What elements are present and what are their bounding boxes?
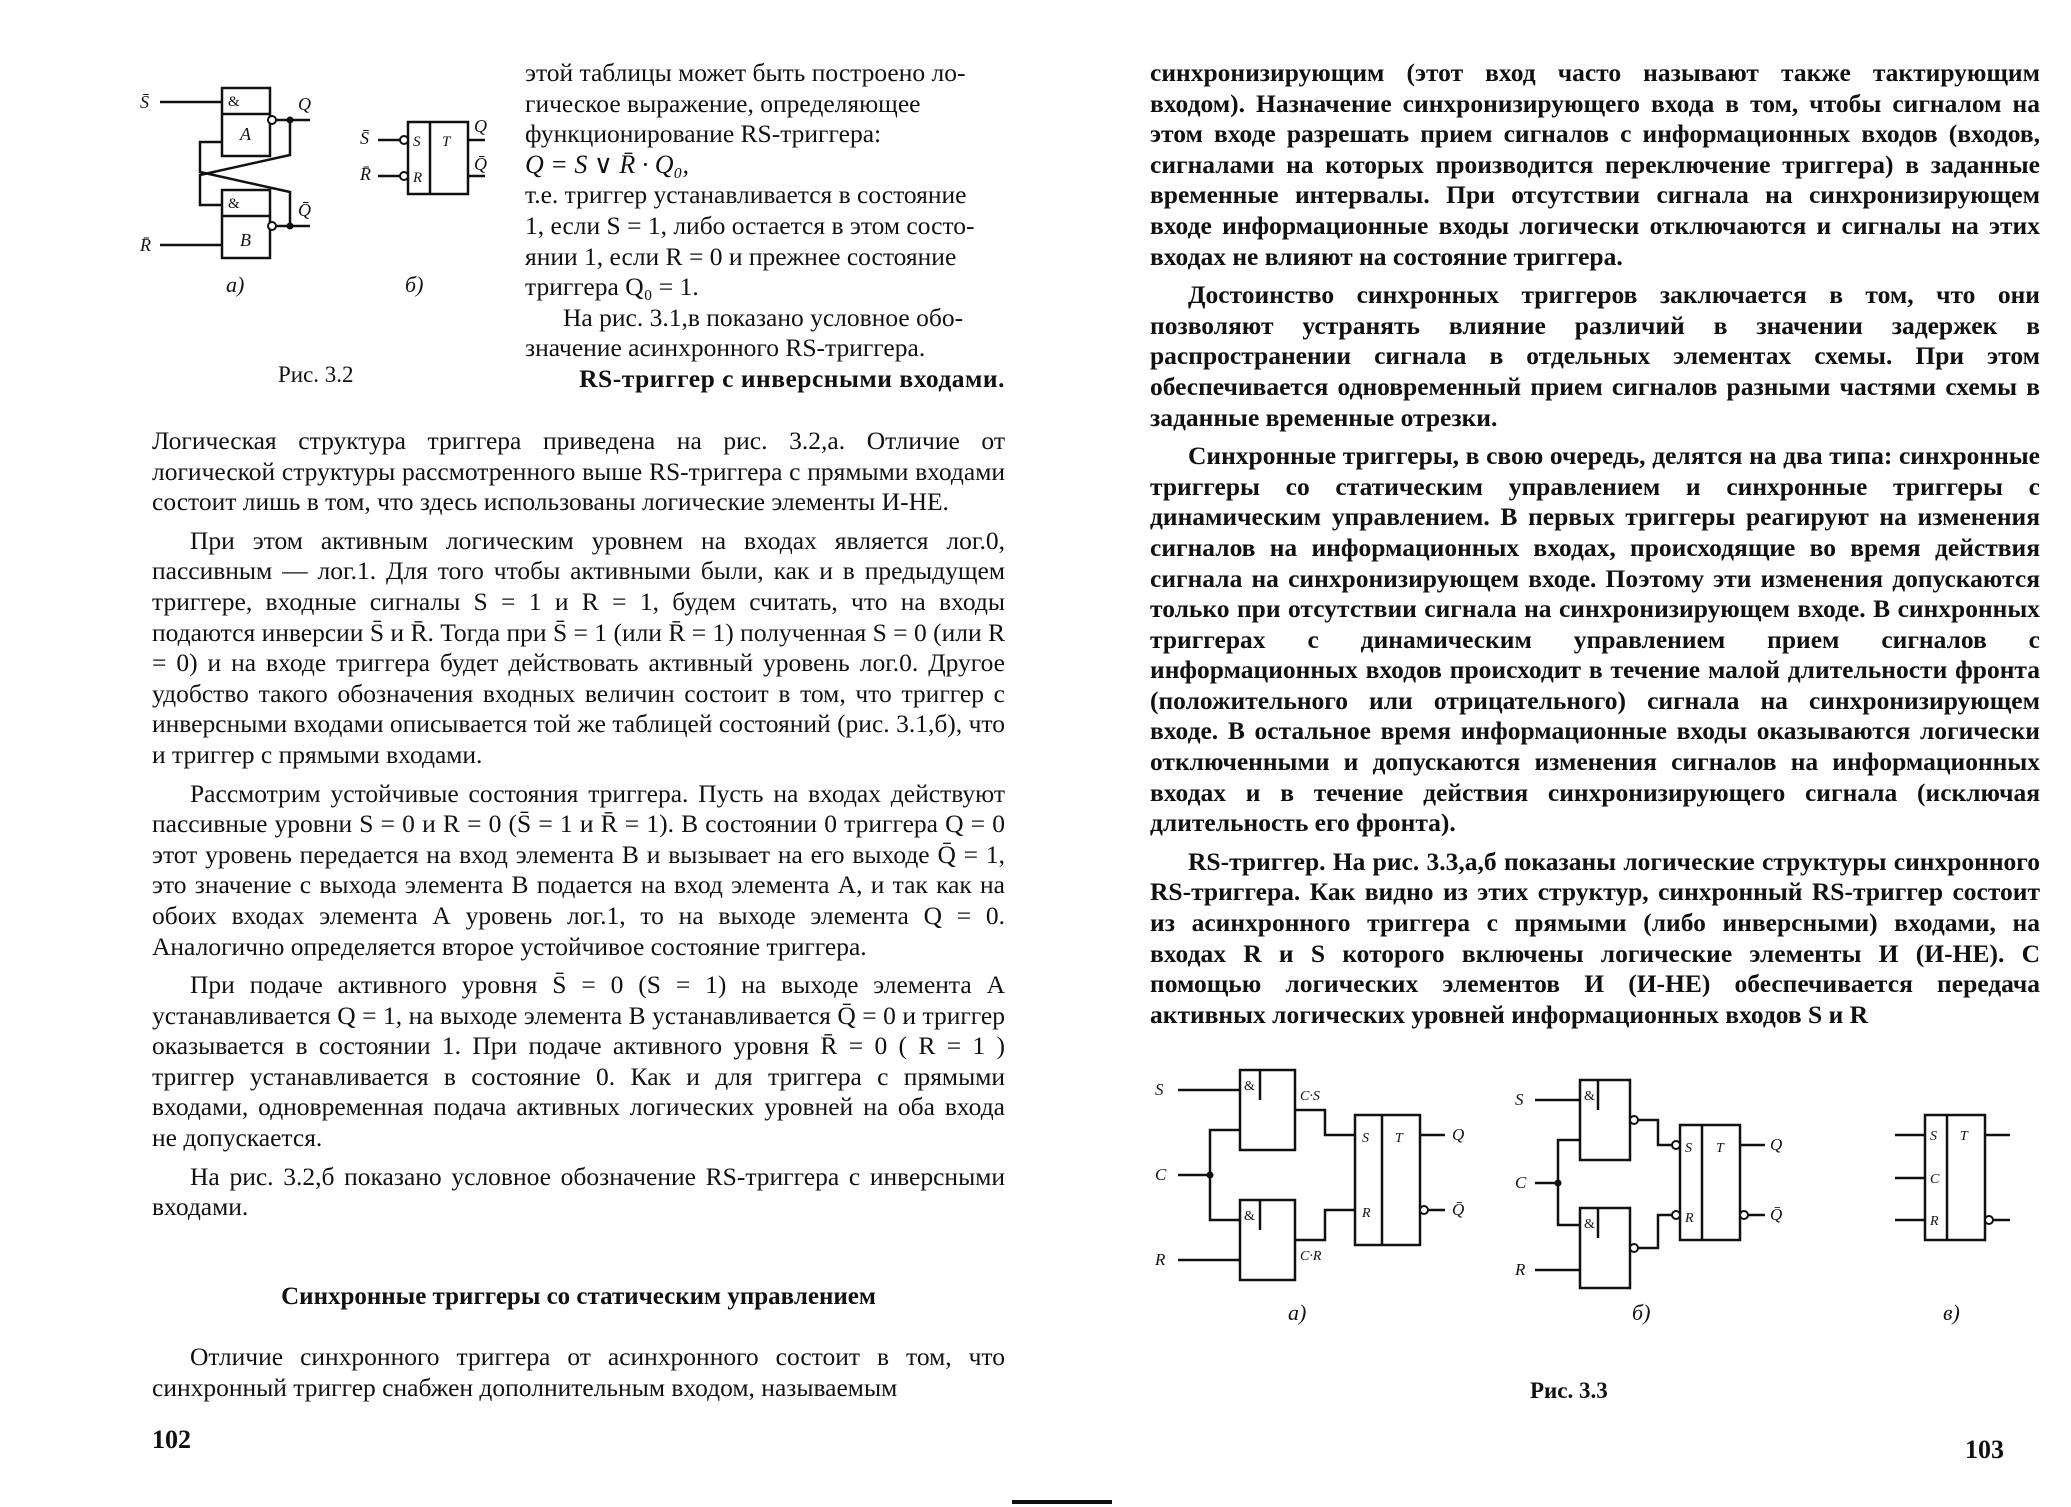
paragraph: Синхронные триггеры, в свою очередь, делятся на два типа: синхронные триггеры со статическим управлением и синхронные триггеры с динамическим управлением. В первых триггеры реагируют на изменения сигналов на информационных входах, происходящие во время действия сигнала на синхронизирующем входе. Поэтому эти изменения допускаются только при отсутствии сигнала на синхронизирующем входе. В синхронных триггерах с динамическим управлением прием сигналов с информационных входов происходит в течение малой длительности фронта (положительного или отрицательного) сигнала на синхронизирующем входе. В остальное время информационные входы оказываются логически отключенными и допускаются изменения сигналов на информационных входах и в течение действия синхронизирующего сигнала (исключая длительность его фронта). [1150, 441, 2040, 838]
label-b-t: T [442, 134, 451, 150]
fig33a-tr: R [1362, 1206, 1371, 1221]
fig33v-t: T [1960, 1129, 1968, 1144]
label-q-bar: Q̄ [298, 200, 311, 220]
paragraph: При подаче активного уровня S̄ = 0 (S = 1) на выходе элемента А устанавливается Q = 1, на выходе элемента В устанавливается Q̄ = 0 и триггер оказывается в состоянии 1. При подаче активного уровня R̄ = 0 ( R = 1 ) триггер устанавливается в состояние 0. Как и для триггера с прямыми входами, одновременная подача активных логических уровней на оба входа не допускается. [152, 970, 1005, 1153]
fig33-caption: Рис. 3.3 [1530, 1378, 1608, 1403]
fig33v-c: C [1930, 1172, 1940, 1187]
text-line: янии 1, если R = 0 и прежнее состояние [525, 241, 957, 271]
paragraph: На рис. 3.2,б показано условное обозначение RS-триггера с инверсными входами. [152, 1161, 1005, 1222]
fig33b-s: S [1515, 1090, 1524, 1109]
fig33a-ts: S [1362, 1131, 1369, 1146]
fig33v-r: R [1930, 1214, 1939, 1229]
text-line: значение асинхронного RS-триггера. [525, 333, 926, 363]
fig33a-tt: T [1395, 1131, 1403, 1146]
text-line: т.е. триггер устанавливается в состояние [525, 180, 967, 210]
fig33b-q: Q [1770, 1135, 1783, 1154]
fig32-caption: Рис. 3.2 [278, 362, 354, 387]
label-r-bar: R̄ [140, 235, 151, 255]
fig33a-s: S [1155, 1080, 1164, 1099]
label-and-b: & [228, 196, 240, 212]
fig33b-c: C [1515, 1173, 1527, 1192]
page-number-right: 103 [1965, 1435, 2004, 1464]
paragraph: Рассмотрим устойчивые состояния триггера. Пусть на входах действуют пассивные уровни S = 0 и R = 0 (S̄ = 1 и R̄ = 1). В состоянии 0 триггера Q = 0 этот уровень передается на вход элемента В и вызывает на его выходе Q̄ = 1, это значение с выхода элемента В подается на вход элемента А, и так как на обоих входах элемента А уровень лог.1, то на выходе элемента Q = 0. Аналогично определяется второе устойчивое состояние триггера. [152, 778, 1005, 961]
fig33a-r: R [1155, 1250, 1166, 1269]
formula: Q = S ∨ R̄ · Q₀, [525, 149, 690, 179]
right-page [1035, 0, 2071, 1507]
fig33a-q: Q [1452, 1125, 1465, 1144]
label-b-q: Q [474, 116, 487, 136]
text-line: этой таблицы может быть построено ло- [525, 58, 966, 87]
figure-3-2 [140, 70, 510, 300]
fig33a-c: C [1155, 1165, 1167, 1184]
paragraph: синхронизирующим (этот вход часто называют также тактирующим входом). Назначение синхронизирующего входа в том, чтобы сигналом на этом входе разрешать прием сигналов с информационных входов (входов, сигналами на которых производится переключение триггера) в заданные временные интервалы. При отсутствии сигнала на синхронизирующем входе информационные входы логически отключаются и сигналы на этих входах не влияют на состояние триггера. [1150, 58, 2040, 271]
fig33-sub-a: а) [1288, 1300, 1307, 1325]
left-page [0, 0, 1035, 1507]
text-line: 1, если S = 1, либо остается в этом состо- [525, 210, 975, 240]
fig33a-qbar: Q̄ [1452, 1200, 1465, 1219]
fig33b-tt: T [1716, 1141, 1724, 1156]
fig33-sub-v: в) [1943, 1300, 1960, 1325]
left-top-text [525, 58, 1005, 395]
fig33v-s: S [1930, 1129, 1937, 1144]
fig33b-ts: S [1685, 1141, 1692, 1156]
fig32-sub-a: а) [226, 272, 245, 297]
fig33a-cr: C·R [1300, 1249, 1322, 1264]
fig33-sub-b: б) [1632, 1300, 1651, 1325]
text-line: гическое выражение, определяющее [525, 88, 921, 118]
fig32-sub-b: б) [405, 272, 424, 297]
text-line: На рис. 3.1,в показано условное обо- [563, 302, 964, 332]
fig33b-amp2: & [1584, 1217, 1595, 1232]
label-s-bar: S̄ [140, 92, 149, 112]
paragraph: RS-триггер. На рис. 3.3,а,б показаны логические структуры синхронного RS-триггера. Как видно из этих структур, синхронный RS-триггер состоит из асинхронного триггера с прямыми (либо инверсными) входами, на входах R и S которого включены логические элементы И (И-НЕ). С помощью логических элементов И (И-НЕ) обеспечивается передача активных логических уровней информационных входов S и R [1150, 846, 2040, 1029]
text-line: триггера Q₀ = 1. [525, 272, 699, 302]
label-b-s-bar: S̄ [360, 128, 369, 148]
fig33a-amp2: & [1244, 1209, 1255, 1224]
label-b-q-bar: Q̄ [474, 154, 487, 174]
fig33a-amp1: & [1244, 1079, 1255, 1094]
label-b-s: S [413, 134, 421, 150]
fig33a-cs: C·S [1300, 1089, 1320, 1104]
label-gate-b: B [240, 230, 251, 250]
paragraph: Достоинство синхронных триггеров заключается в том, что они позволяют устранять влияние различий в значении задержек в распространении сигнала в отдельных элементах схемы. При этом обеспечивается одновременный прием сигналов разными частями схемы в заданные временные отрезки. [1150, 280, 2040, 432]
right-body-text [1150, 58, 2040, 1030]
fig33b-r: R [1515, 1260, 1526, 1279]
fig33b-amp1: & [1584, 1089, 1595, 1104]
left-body-text [152, 426, 1005, 1223]
label-gate-a: A [240, 124, 251, 144]
label-b-r-bar: R̄ [360, 164, 371, 184]
bottom-rule [1012, 1500, 1112, 1504]
text-line: функционирование RS-триггера: [525, 119, 882, 149]
figure-3-3 [1150, 1060, 2050, 1330]
paragraph: Отличие синхронного триггера от асинхронного состоит в том, что синхронный триггер снабжен дополнительным входом, называемым [152, 1342, 1005, 1402]
label-b-r: R [413, 170, 423, 186]
paragraph: Логическая структура триггера приведена на рис. 3.2,а. Отличие от логической структуры рассмотренного выше RS-триггера с прямыми входами состоит лишь в том, что здесь использованы логические элементы И-НЕ. [152, 426, 1005, 517]
section-heading: Синхронные триггеры со статическим управлением [281, 1283, 876, 1310]
runin-heading: RS-триггер с инверсными входами. [579, 363, 1005, 393]
paragraph: При этом активным логическим уровнем на входах является лог.0, пассивным — лог.1. Для того чтобы активными были, как и в предыдущем триггере, входные сигналы S = 1 и R = 1, будем считать, что на входы подаются инверсии S̄ и R̄. Тогда при S̄ = 1 (или R̄ = 1) полученная S = 0 (или R = 0) и на входе триггера будет действовать активный уровень лог.0. Другое удобство такого обозначения входных величин состоит в том, что триггер с инверсными входами описывается той же таблицей состояний (рис. 3.1,б), что и триггер с прямыми входами. [152, 525, 1005, 769]
fig33b-tr: R [1685, 1211, 1694, 1226]
label-q: Q [298, 94, 311, 114]
page-number-left: 102 [152, 1425, 191, 1454]
label-and-a: & [228, 94, 240, 110]
left-bottom-text [152, 1342, 1005, 1403]
fig33b-qbar: Q̄ [1770, 1205, 1783, 1224]
